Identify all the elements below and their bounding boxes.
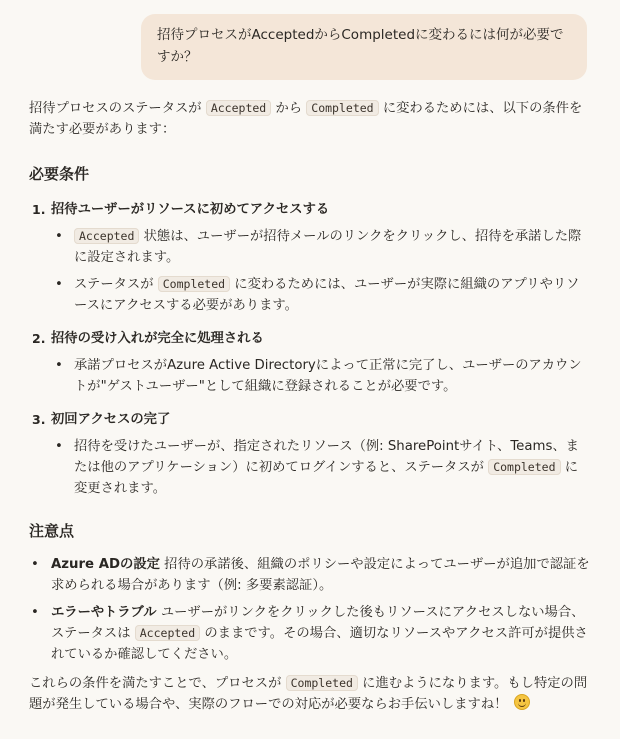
- bullet-item: [51, 436, 591, 499]
- step-bullets: [51, 436, 591, 499]
- step-item: [29, 199, 591, 316]
- bullet-item: [51, 274, 591, 316]
- step-item: [29, 328, 591, 397]
- code-completed: Completed: [158, 276, 230, 292]
- step-bullets: [51, 355, 591, 397]
- bullet-text: 状態は、ユーザーが招待メールのリンクをクリックし、招待を承諾した際に設定されます。: [74, 229, 582, 265]
- intro-text-2: から: [275, 101, 303, 116]
- code-completed: Completed: [286, 675, 358, 691]
- heading-requirements: 必要条件: [29, 165, 90, 183]
- code-completed: Completed: [488, 459, 560, 475]
- note-text: ユーザーがリンクをクリックした後もリソースにアクセスしない場合、ステータスは: [51, 605, 585, 641]
- step-number: 2.: [32, 331, 46, 346]
- bullet-text: に変わるためには、ユーザーが実際に組織のアプリやリソースにアクセスする必要があります。: [74, 277, 580, 313]
- heading-notes: 注意点: [29, 522, 75, 540]
- bullet-text: ステータスが: [74, 277, 154, 292]
- intro-text-1: 招待プロセスのステータスが: [29, 101, 202, 116]
- note-item: [29, 554, 591, 596]
- note-text: 招待の承諾後、組織のポリシーや設定によってユーザーが追加で認証を求められる場合があります（例: 多要素認証）。: [51, 557, 590, 593]
- user-message-bubble: [141, 14, 587, 80]
- intro-paragraph: [29, 98, 591, 140]
- code-accepted: Accepted: [135, 625, 200, 641]
- notes-list: [29, 554, 591, 665]
- intro-text-3: に変わるためには、以下の条件を満たす必要があります：: [29, 101, 583, 137]
- closing-paragraph: [29, 673, 591, 715]
- step-bullets: [51, 226, 591, 316]
- step-title: 招待ユーザーがリソースに初めてアクセスする: [51, 202, 330, 217]
- step-number: 1.: [32, 202, 46, 217]
- user-message-text: 招待プロセスがAcceptedからCompletedに変わるには何が必要ですか？: [157, 27, 564, 65]
- bullet-item: [51, 355, 591, 397]
- code-accepted: Accepted: [206, 100, 271, 116]
- step-title: 招待の受け入れが完全に処理される: [51, 331, 264, 346]
- note-item: [29, 602, 591, 665]
- assistant-message: [29, 98, 591, 715]
- bullet-text: に変更されます。: [74, 460, 579, 496]
- bullet-text: 承諾プロセスがAzure Active Directoryによって正常に完了し、ユーザーのアカウントが"ゲストユーザー"として組織に登録されることが必要です。: [74, 358, 582, 394]
- bullet-text: 招待を受けたユーザーが、指定されたリソース（例: SharePointサイト、Teams、または他のアプリケーション）に初めてログインすると、ステータスが: [74, 439, 579, 475]
- bullet-item: [51, 226, 591, 268]
- code-accepted: Accepted: [74, 228, 139, 244]
- requirements-list: [29, 199, 591, 499]
- step-item: [29, 409, 591, 499]
- code-completed: Completed: [306, 100, 378, 116]
- closing-text-2: に進むようになります。もし特定の問題が発生している場合や、実際のフローでの対応が必要ならお手伝いしますね！: [29, 676, 588, 712]
- step-number: 3.: [32, 412, 46, 427]
- step-title: 初回アクセスの完了: [51, 412, 171, 427]
- note-text: のままです。その場合、適切なリソースやアクセス許可が提供されているか確認してください。: [51, 626, 588, 662]
- note-label: エラーやトラブル: [51, 605, 157, 620]
- note-label: Azure ADの設定: [51, 557, 160, 572]
- closing-text-1: これらの条件を満たすことで、プロセスが: [29, 676, 282, 691]
- smiling-face-icon: [514, 694, 530, 710]
